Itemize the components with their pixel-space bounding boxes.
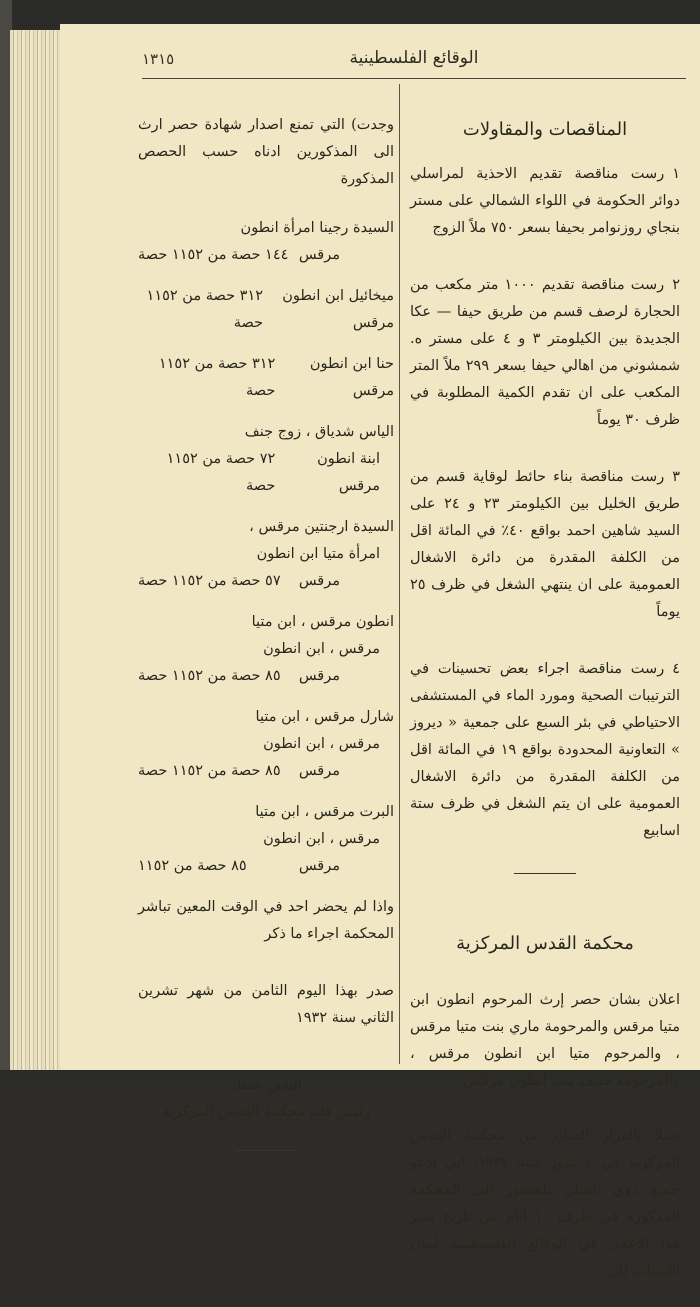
closing-text: واذا لم يحضر احد في الوقت المعين تباشر المحكمة اجراء ما ذكر	[138, 899, 394, 942]
end-rule	[235, 1150, 297, 1151]
heir-entry: السيدة ارجنتين مرقس ، امرأة متيا ابن انطون مرقس ٥٧ حصة من ١١٥٢ حصة	[138, 519, 394, 589]
page-edges	[10, 30, 62, 1072]
header-rule	[142, 78, 686, 79]
document-page	[60, 24, 700, 1279]
heir-entry: الياس شدياق ، زوج جنف ابنة انطون مرقس ٧٢ حصة من ١١٥٢ حصة	[166, 424, 394, 494]
announcement-text: اعلان بشان حصر إرث المرحوم انطون ابن متيا مرقس والمرحومة ماري بنت متيا مرقس ، والمرحوم متيا ابن انطون مرقس ، والمرحومة جنيف بنت انطون مرقس	[410, 992, 680, 1089]
signature-title: رئيس قلم محكمة القدس المركزية	[162, 1104, 370, 1120]
column-divider	[399, 84, 400, 1064]
tender-item: ٤رست مناقصة اجراء بعض تحسينات في الترتيبات الصحية ومورد الماء في المستشفى الاحتياطي في بئر السبع على جمعية « ديروز » التعاونية المحدودة بواقع ١٩ في المائة اقل من الكلفة المقدرة من دائرة الاشغال العمومية على ان يتم الشغل في ظرف ستة اسابيع	[410, 661, 680, 839]
right-column	[410, 112, 680, 1307]
left-column	[138, 112, 394, 1151]
tender-item: ٢رست مناقصة تقديم ١٠٠٠ متر مكعب من الحجارة لرصف قسم من طريق حيفا — عكا الجديدة بين الكيلومتر ٣ و ٤ على مستر ه. شمشوني من اهالي حيفا بسعر ٢٩٩ ملاً المتر المكعب على ان تقدم الكمية المطلوبة في ظرف ٣٠ يوماً	[410, 277, 681, 428]
heir-entry: ميخائيل ابن انطون مرقس ٣١٢ حصة من ١١٥٢ حصة	[146, 288, 394, 331]
heir-entry: شارل مرقس ، ابن متيا مرقس ، ابن انطون مرقس ٨٥ حصة من ١١٥٢ حصة	[138, 709, 394, 779]
continuation-text: وجدت) التي تمنع اصدار شهادة حصر ارث الى المذكورين ادناه حسب الحصص المذكورة	[138, 117, 394, 187]
signature-name: الياس خطار	[230, 1077, 302, 1093]
heir-entry: البرت مرقس ، ابن متيا مرقس ، ابن انطون مرقس ٨٥ حصة من ١١٥٢	[138, 804, 394, 874]
tender-item: ١رست مناقصة تقديم الاحذية لمراسلي دوائر الحكومة في اللواء الشمالي على مستر بنجاي روزنوامر بحيفا بسعر ٧٥٠ ملاً الزوج	[410, 166, 680, 236]
book-binding-top	[0, 0, 700, 26]
section-rule	[514, 873, 576, 874]
court-section-title: محكمة القدس المركزية	[456, 933, 634, 954]
page-header	[142, 24, 686, 74]
tender-item: ٣رست مناقصة بناء حائط لوقاية قسم من طريق الخليل بين الكيلومتر ٢٣ و ٢٤ على السيد شاهين احمد بواقع ٤٠٪ في المائة اقل من الكلفة المقدرة من دائرة الاشغال العمومية على ان ينتهي الشغل في ظرف ٢٥ يوماً	[410, 469, 681, 620]
heir-entry: حنا ابن انطون مرقس ٣١٢ حصة من ١١٥٢ حصة	[158, 356, 394, 399]
decision-text: عملاً بالقرار الصادر من محكمة القدس المركزية في ٤ تموز سنة ١٩٣٢، اني ادعو جميع ذوي الشان للحضور الى المحكمة المذكورة في ظرف ١٠ ايام من تاريخ نشر هذا الاعلان في الوقائع الفلسطينية لبيان الاسباب (ان	[410, 1128, 680, 1279]
heir-entry: انطون مرقس ، ابن متيا مرقس ، ابن انطون مرقس ٨٥ حصة من ١١٥٢ حصة	[138, 614, 394, 684]
page-number: ١٣١٥	[142, 50, 175, 68]
journal-title: الوقائع الفلسطينية	[349, 48, 479, 68]
tenders-section-title: المناقصات والمقاولات	[462, 119, 628, 140]
issued-date-text: صدر بهذا اليوم الثامن من شهر تشرين الثاني سنة ١٩٣٢	[138, 983, 394, 1026]
heir-entry: السيدة رجينا امرأة انطون مرقس ١٤٤ حصة من ١١٥٢ حصة	[138, 220, 394, 263]
